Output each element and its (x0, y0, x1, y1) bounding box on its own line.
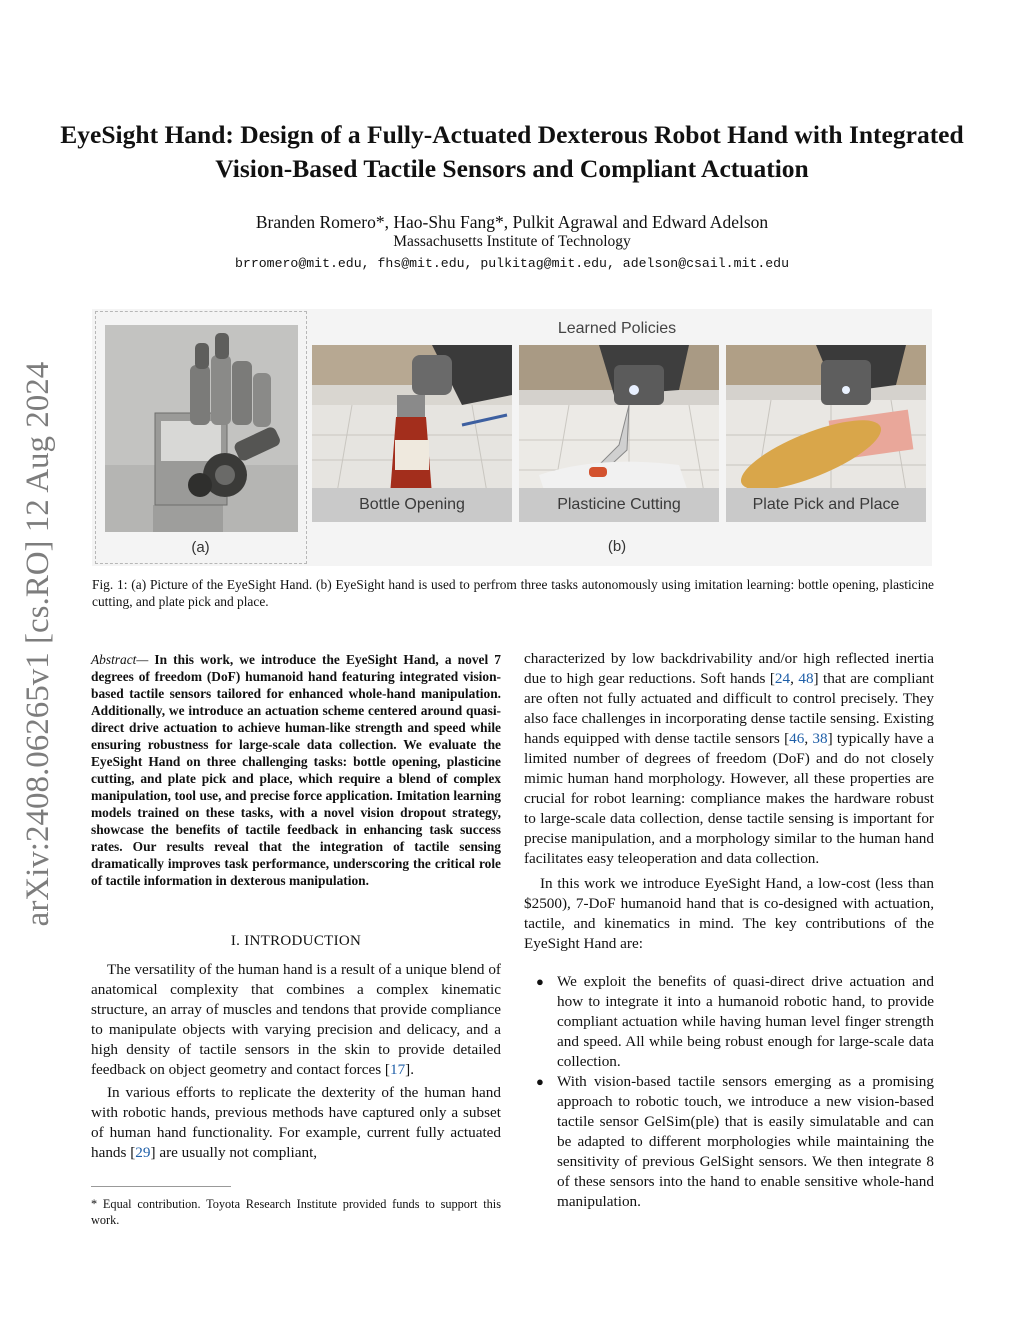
paper-title: EyeSight Hand: Design of a Fully-Actuated Dexterous Robot Hand with Integrated Vision-Based Tactile Sensors and Compliant Actuation (60, 120, 964, 183)
task-photo-plasticine-cutting (519, 345, 719, 522)
task-label-plate-pick-and-place: Plate Pick and Place (726, 488, 926, 522)
citation-38[interactable]: 38 (812, 730, 828, 747)
citation-29[interactable]: 29 (135, 1144, 151, 1161)
contribution-item: ● We exploit the benefits of quasi-direct drive actuation and how to integrate it into a humanoid robotic hand, to provide compliant actuation while having human level finger strength and speed. All while being robust enough for large-scale data collection. (536, 973, 934, 1070)
bullet-icon: ● (536, 974, 544, 989)
robot-hand-photo (105, 325, 298, 532)
abstract (91, 651, 501, 889)
citation-17[interactable]: 17 (389, 1061, 406, 1078)
affiliation: Massachusetts Institute of Technology (393, 233, 631, 250)
contribution-item: ● With vision-based tactile sensors emerging as a promising approach to robotic touch, we introduce a new vision-based tactile sensor GelSim(ple) that is easily simulatable and can be adapted to different morphologies while maintaining the sensitivity of previous GelSight sensors. We then integrate 8 of these sensors into the hand to enable sensitive whole-hand manipulation. (536, 1073, 934, 1210)
learned-policies-label: Learned Policies (557, 320, 677, 337)
figure-caption: Fig. 1: (a) Picture of the EyeSight Hand. (b) EyeSight hand is used to perfrom three tasks autonomously using imitation learning: bottle opening, plasticine cutting, and plate pick and place. (92, 577, 934, 609)
author-list: Branden Romero*, Hao-Shu Fang*, Pulkit Agrawal and Edward Adelson (255, 212, 769, 232)
figure-label-b: (b) (607, 538, 627, 555)
task-photo-bottle-opening (312, 345, 512, 522)
contribution-list (524, 972, 934, 1212)
intro-paragraph-2: In various efforts to replicate the dexterity of the human hand with robotic hands, previous methods have captured only a subset of human hand functionality. For example, current fully actuated hands [29] are usually not compliant, (91, 1084, 501, 1161)
footnote-rule (91, 1186, 231, 1187)
task-photo-plate-pick-and-place (726, 345, 926, 522)
citation-24[interactable]: 24 (774, 670, 791, 687)
task-label-plasticine-cutting: Plasticine Cutting (519, 488, 719, 522)
right-paragraph-1: characterized by low backdrivability and/or high reflected inertia due to high gear reductions. Soft hands [24, 48] that are compliant are often not fully actuated and difficult to control precisely. They also face challenges in incorporating dense tactile sensing. Existing hands equipped with dense tactile sensors [46, 38] typically have a limited number of degrees of freedom (DoF) and do not closely mimic human hand morphology. However, all these properties are crucial for robot learning: compliance makes the hardware robust to large-scale data collection, dense tactile sensing is important for precise manipulation, and a morphology similar to the human hand facilitates easy teleoperation and data collection. (524, 650, 934, 867)
robot-hand-illustration (105, 325, 298, 532)
right-paragraph-2: In this work we introduce EyeSight Hand, a low-cost (less than $2500), 7-DoF humanoid hand that is co-designed with actuation, tactile, and kinematics in mind. The key contributions of the EyeSight Hand are: (524, 875, 934, 952)
author-emails: brromero@mit.edu, fhs@mit.edu, pulkitag@mit.edu, adelson@csail.mit.edu (235, 256, 789, 271)
citation-46[interactable]: 46 (789, 730, 805, 747)
task-label-bottle-opening: Bottle Opening (312, 488, 512, 522)
bullet-icon: ● (536, 1074, 544, 1089)
abstract-label: Abstract— (91, 652, 149, 667)
section-heading-introduction: I. INTRODUCTION (230, 933, 362, 949)
intro-text (91, 960, 501, 1163)
figure-label-a: (a) (191, 539, 210, 556)
citation-48[interactable]: 48 (798, 670, 814, 687)
intro-paragraph-1: The versatility of the human hand is a result of a unique blend of anatomical complexity that combines a complex kinematic structure, an array of muscles and tendons that provide compliance to manipulate objects with varying precision and delicacy, and a high density of tactile sensors in the skin to provide detailed feedback on object geometry and contact forces [17]. (91, 961, 501, 1078)
right-column-text (524, 649, 934, 1212)
footnote: * Equal contribution. Toyota Research Institute provided funds to support this work. (91, 1197, 501, 1227)
figure-panel-a (95, 311, 307, 564)
abstract-text: In this work, we introduce the EyeSight Hand, a novel 7 degrees of freedom (DoF) humanoid hand featuring integrated vision-based tactile sensors tailored for enhanced whole-hand manipulation. Additionally, we introduce an actuation scheme centered around quasi-direct drive actuation to achieve human-like strength and speed while ensuring robustness for large-scale data collection. We evaluate the EyeSight Hand on three challenging tasks: bottle opening, plasticine cutting, and plate pick and place, which require a blend of complex manipulation, tool use, and precise force application. Imitation learning models trained on these tasks, with a novel vision dropout strategy, showcase the benefits of tactile feedback in enhancing task success rates. Our results reveal that the integration of tactile sensing dramatically improves task performance, underscoring the critical role of tactile information in dexterous manipulation. (91, 652, 501, 888)
arxiv-side-label: arXiv:2408.06265v1 [cs.RO] 12 Aug 2024 (20, 361, 56, 927)
